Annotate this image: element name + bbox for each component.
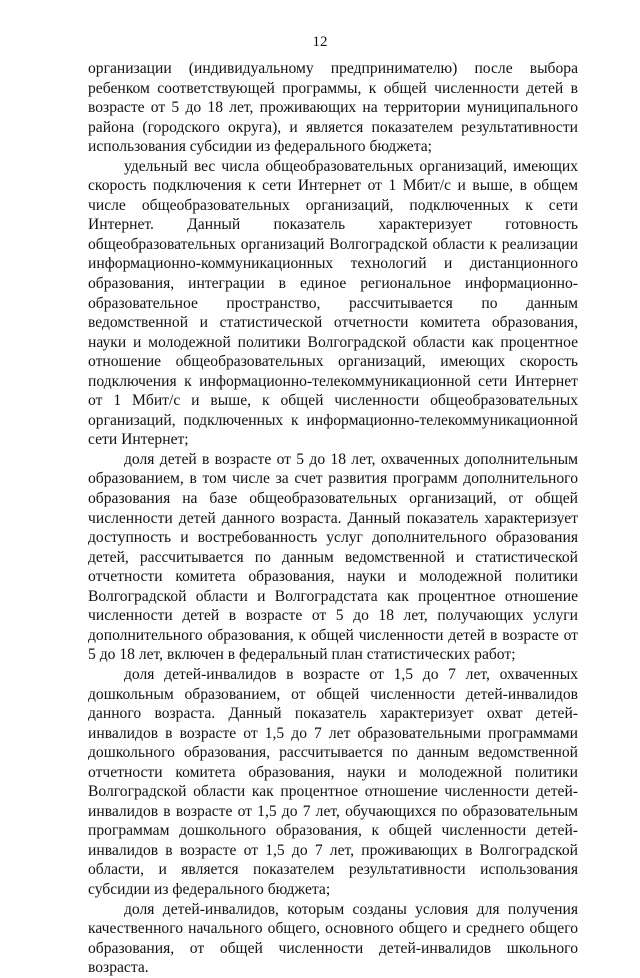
paragraph-2: удельный вес числа общеобразовательных организаций, имеющих скорость подключения к сети Интернет от 1 Мбит/с и выше, в общем числе общеобразовательных организаций, подключенных к сети Интернет. Данный показатель характеризует готовность общеобразовательных организаций Волгоградской области к реализации информационно-коммуникационных технологий и дистанционного образования, интеграции в единое региональное информационно-образовательное пространство, рассчитывается по данным ведомственной и статистической отчетности комитета образования, науки и молодежной политики Волгоградской области как процентное отношение общеобразовательных организаций, имеющих скорость подключения к информационно-телекоммуникационной сети Интернет от 1 Мбит/с и выше, к общей численности общеобразовательных организаций, подключенных к информационно-телекоммуникационной сети Интернет;: [88, 157, 578, 449]
paragraph-4: доля детей-инвалидов в возрасте от 1,5 до 7 лет, охваченных дошкольным образованием, от общей численности детей-инвалидов данного возраста. Данный показатель характеризует охват детей-инвалидов в возрасте от 1,5 до 7 лет образовательными программами дошкольного образования, рассчитывается по данным ведомственной отчетности комитета образования, науки и молодежной политики Волгоградской области как процентное отношение численности детей-инвалидов в возрасте от 1,5 до 7 лет, обучающихся по образовательным программам дошкольного образования, к общей численности детей-инвалидов в возрасте от 1,5 до 7 лет, проживающих в Волгоградской области, и является показателем результативности использования субсидии из федерального бюджета;: [88, 665, 578, 898]
document-body: [88, 59, 578, 978]
paragraph-3: доля детей в возрасте от 5 до 18 лет, охваченных дополнительным образованием, в том числе за счет развития программ дополнительного образования на базе общеобразовательных организаций, от общей численности детей данного возраста. Данный показатель характеризует доступность и востребованность услуг дополнительного образования детей, рассчитывается по данным ведомственной и статистической отчетности комитета образования, науки и молодежной политики Волгоградской области и Волгоградстата как процентное отношение численности детей в возрасте от 5 до 18 лет, получающих услуги дополнительного образования, к общей численности детей в возрасте от 5 до 18 лет, включен в федеральный план статистических работ;: [88, 450, 578, 664]
page-number: 12: [312, 34, 328, 50]
paragraph-5: доля детей-инвалидов, которым созданы условия для получения качественного начального общего, основного общего и среднего общего образования, от общей численности детей-инвалидов школьного возраста.: [88, 900, 578, 977]
paragraph-1: организации (индивидуальному предпринимателю) после выбора ребенком соответствующей программы, к общей численности детей в возрасте от 5 до 18 лет, проживающих на территории муниципального района (городского округа), и является показателем результативности использования субсидии из федерального бюджета;: [88, 60, 578, 156]
